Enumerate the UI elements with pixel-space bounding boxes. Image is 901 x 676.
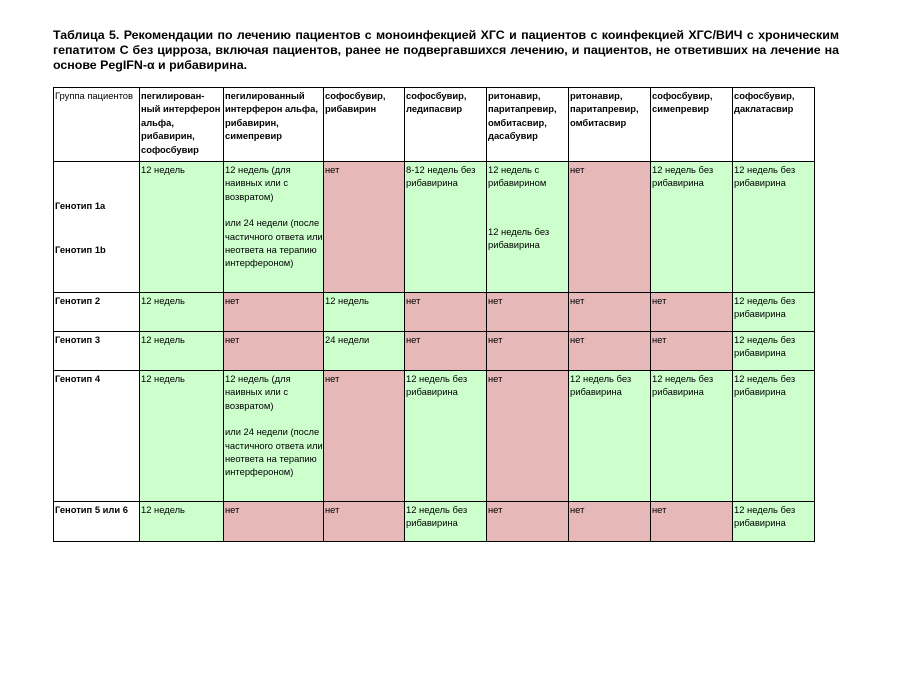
cell-g1-c7: 12 недель без рибавирина [651,162,733,293]
label-genotype-1b: Генотип 1b [55,244,106,255]
header-sof-rbv: софосбувир, рибавирин [324,88,405,162]
cell-g3-c7: нет [651,332,733,371]
header-2d-regimen: ритонавир, паритапревир, омбитасвир [569,88,651,162]
header-sof-dcv: софосбувир, даклатасвир [733,88,815,162]
header-row [54,88,815,162]
treatment-table [53,87,815,542]
cell-g2-c2: нет [224,293,324,332]
cell-g1-c2-part2: или 24 недели (после частичного ответа или неответа на терапию интерфероном) [225,217,323,269]
row-label-genotype-2: Генотип 2 [54,293,140,332]
cell-g3-c8: 12 недель без рибавирина [733,332,815,371]
cell-g56-c2: нет [224,502,324,542]
cell-g2-c5: нет [487,293,569,332]
cell-g2-c7: нет [651,293,733,332]
cell-g56-c7: нет [651,502,733,542]
cell-g56-c1: 12 недель [140,502,224,542]
cell-g3-c4: нет [405,332,487,371]
cell-g1-c4: 8-12 недель без рибавирина [405,162,487,293]
header-3d-regimen: ритонавир, паритапревир, омбитасвир, дасабувир [487,88,569,162]
label-genotype-1a: Генотип 1a [55,199,106,211]
row-label-genotype-4: Генотип 4 [54,371,140,502]
cell-g3-c3: 24 недели [324,332,405,371]
cell-g4-c2-part2: или 24 недели (после частичного ответа или неответа на терапию интерфероном) [225,426,323,478]
cell-g56-c3: нет [324,502,405,542]
cell-g4-c5: нет [487,371,569,502]
cell-g4-c8: 12 недель без рибавирина [733,371,815,502]
header-patient-group: Группа пациентов [54,88,140,162]
cell-g3-c6: нет [569,332,651,371]
table-row-genotype-3 [54,332,815,371]
cell-g56-c4: 12 недель без рибавирина [405,502,487,542]
cell-g4-c1: 12 недель [140,371,224,502]
header-sof-ldv: софосбувир, ледипасвир [405,88,487,162]
cell-g4-c2 [224,371,324,502]
cell-g3-c2: нет [224,332,324,371]
table-row-genotype-1 [54,162,815,293]
cell-g4-c3: нет [324,371,405,502]
cell-g56-c6: нет [569,502,651,542]
cell-g1-c5-part1: 12 недель с рибавирином [488,164,547,189]
cell-g2-c1: 12 недель [140,293,224,332]
cell-g2-c6: нет [569,293,651,332]
cell-g1-c5-part2: 12 недель без рибавирина [488,225,550,251]
row-label-genotype-5-6: Генотип 5 или 6 [54,502,140,542]
cell-g56-c5: нет [487,502,569,542]
cell-g1-c5 [487,162,569,293]
cell-g56-c8: 12 недель без рибавирина [733,502,815,542]
cell-g2-c4: нет [405,293,487,332]
cell-g4-c7: 12 недель без рибавирина [651,371,733,502]
table-row-genotype-5-6 [54,502,815,542]
header-peg-ifn-rbv-sim: пегилированный интерферон альфа, рибавирин, симепревир [224,88,324,162]
cell-g1-c1: 12 недель [140,162,224,293]
cell-g1-c8: 12 недель без рибавирина [733,162,815,293]
row-label-genotype-1 [54,162,140,293]
table-title: Таблица 5. Рекомендации по лечению пациентов с моноинфекцией ХГС и пациентов с коинфекцией ХГС/ВИЧ с хроническим гепатитом С без цирроза, включая пациентов, ранее не подвергавшихся лечению, и пациентов, не ответивших на лечение на основе PegIFN-α и рибавирина. [53,28,839,72]
cell-g1-c2 [224,162,324,293]
cell-g3-c1: 12 недель [140,332,224,371]
cell-g2-c3: 12 недель [324,293,405,332]
cell-g4-c6: 12 недель без рибавирина [569,371,651,502]
cell-g4-c2-part1: 12 недель (для наивных или с возвратом) [225,373,291,411]
cell-g2-c8: 12 недель без рибавирина [733,293,815,332]
cell-g3-c5: нет [487,332,569,371]
cell-g4-c4: 12 недель без рибавирина [405,371,487,502]
cell-g1-c3: нет [324,162,405,293]
header-peg-ifn-rbv-sof: пегилирован-ный интерферон альфа, рибавирин, софосбувир [140,88,224,162]
table-row-genotype-2 [54,293,815,332]
table-row-genotype-4 [54,371,815,502]
header-sof-sim: софосбувир, симепревир [651,88,733,162]
cell-g1-c2-part1: 12 недель (для наивных или с возвратом) [225,164,291,202]
row-label-genotype-3: Генотип 3 [54,332,140,371]
cell-g1-c6: нет [569,162,651,293]
